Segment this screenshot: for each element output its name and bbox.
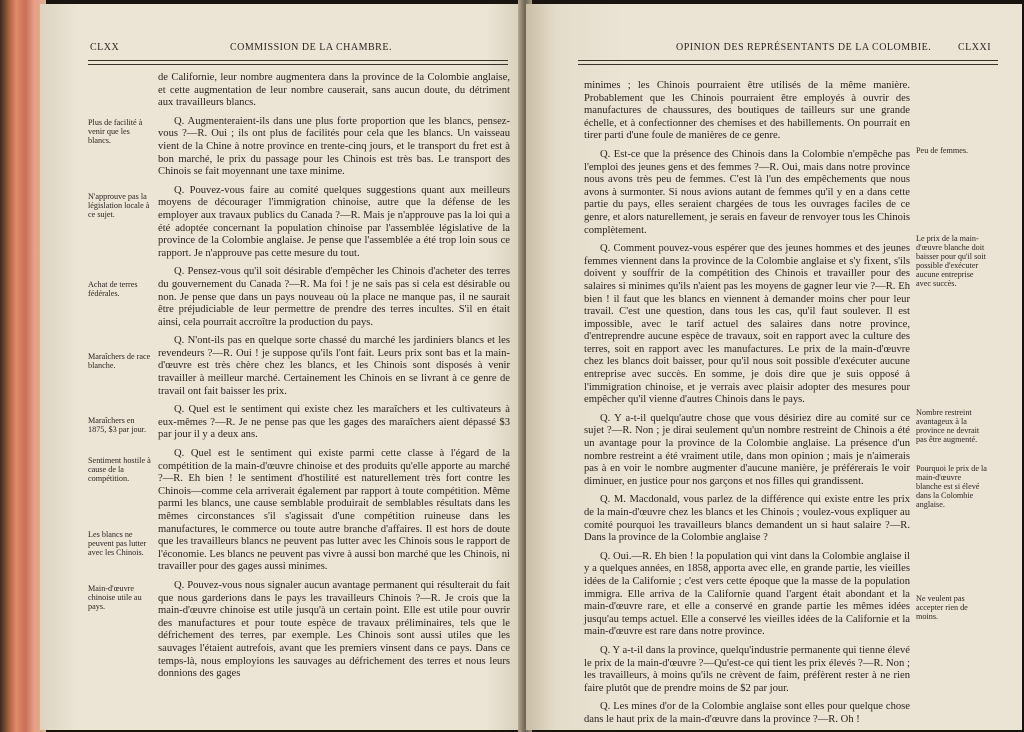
left-header-rule (88, 60, 508, 65)
paragraph: Q. Pensez-vous qu'il soit désirable d'empêcher les Chinois d'acheter des terres du gouvernement du Canada ?—R. Ma foi ! je ne sais pas si cela est désirable ou non. Je pense que dans un pays nouveau où la place ne manque pas, il ne saurait être préjudiciable de leur permettre de prendre des terres incultes. S'il en était ainsi, cela pourrait accroître la production du pays. (158, 266, 510, 328)
margin-note: Ne veulent pas accepter rien de moins. (916, 594, 968, 621)
margin-note: Plus de facilité à venir que les blancs. (88, 118, 143, 145)
right-folio: CLXXI (958, 42, 992, 53)
paragraph: Q. Augmenteraient-ils dans une plus forte proportion que les blancs, pensez-vous ?—R. Oui ; ils ont plus de facilités pour cela que les blancs. Un vaisseau vient de la Chine à notre province en trente-cinq jours, et le transport du fret est à bon marché, le prix du passage pour les Chinois est très bas. Le transport des Chinois se fait moyennant une taxe minime. (158, 115, 510, 178)
paragraph: Q. Pouvez-vous nous signaler aucun avantage permanent qui résulterait du fait que nous garderions dans le pays les travailleurs Chinois ?—R. Je crois que la main-d'œuvre chinoise est utile jusqu'à un certain point. Elle est utile pour ouvrir des manufactures et pour toute espèce de travaux préliminaires, tels que le défrichement des terres, par exemple. Les Chinois sont aussi utiles que les sauvages l'étaient autrefois, avant que les premiers vinsent dans ce pays. Dans ce temps-là, nous employions les sauvages au défrichement des terres et nous leurs donnions des gages (158, 579, 510, 680)
margin-note: Maraîchers de race blanche. (88, 352, 151, 370)
paragraph: Q. Y a-t-il dans la province, quelqu'industrie permanente qui tienne élevé le prix de la main-d'œuvre ?—Qu'est-ce qui tient les prix élevés ?—R. Non ; les travailleurs, à moins qu'ils ne crèvent de faim, préfèrent rester à ne rien faire plutôt que de prendre moins de $2 par jour. (584, 644, 911, 694)
margin-note: Sentiment hostile à cause de la compétition. (88, 456, 151, 483)
margin-note: Pourquoi le prix de la main-d'œuvre blanche est si élevé dans la Colombie anglaise. (916, 464, 987, 509)
paragraph: Q. Est-ce que la présence des Chinois dans la Colombie n'empêche pas l'emploi des jeunes gens et des femmes ?—R. Oui, mais dans notre province nous avons très peu de femmes. C'est là l'un des empêchements que nous avons à surmonter. Si nous avions autant de femmes qu'il y en a dans cette partie du pays, elles seraient chargées de tous les ouvrages faciles de ce genre, et alors naturellement, je serais en faveur de renvoyer tous les Chinois complètement. (584, 148, 910, 236)
paragraph: Q. Quel est le sentiment qui existe parmi cette classe à l'égard de la compétition de la main-d'œuvre chinoise et des produits qu'elle apporte au marché ?—R. Eh bien ! le sentiment d'hostilité est naturellement très fort contre les Chinois—comme cela arriverait également par rapport à toute compétition. Même parmi les blancs, une cause semblable produirait de semblables résultats dans les mêmes circonstances s'il s'agissait d'une compétition ruineuse dans les manufactures, le commerce ou toute autre branche d'affaires. Il est hors de doute que les travailleurs blancs ne peuvent pas lutter avec les Chinois sous le rapport de l'économie. Les blancs ne peuvent pas vivre à aussi bon marché que les Chinois, ni travailler pour des gages aussi minimes. (158, 448, 510, 573)
paragraph: Q. Comment pouvez-vous espérer que des jeunes hommes et des jeunes femmes viennent dans la province de la Colombie anglaise et s'y fixent, s'ils doivent y souffrir de la compétition des Chinois et travailler pour des salaires si minimes qu'ils n'aient pas les moyens de gagner leur vie ?—R. Eh bien ! il faut que les blancs en viennent à demander moins cher pour leur travail. C'est une question, dans tous les cas, qu'il faut soulever. Il est impossible, avec le tarif actuel des salaires dans notre province, d'entreprendre aucune espèce de travaux, soit en rapport avec la culture des terres, soit en rapport avec les manufactures. Le prix de la main-d'œuvre chez les blancs doit baisser, pour qu'il nous soit possible d'exécuter aucune entreprise avec succès. En somme, je dois dire que je suis opposé à l'immigration chinoise, et je verrais avec plaisir adopter des mesures pour empêcher qu'il vienne d'autres Chinois dans le pays. (584, 243, 910, 406)
paragraph: Q. Y a-t-il quelqu'autre chose que vous désiriez dire au comité sur ce sujet ?—R. Non ; je dirai seulement qu'un nombre restreint de Chinois a été un avantage pour la province de la Colombie anglaise. La présence d'un nombre restreint a été vraiment utile, dans mon opinion ; mais je n'aimerais pas à en voir le nombre augmenter d'aucune manière, je préférerais le voir diminuer, en justice pour nos garçons et nos filles qui grandissent. (584, 412, 910, 487)
margin-note: N'approuve pas la législation locale à ce sujet. (88, 192, 150, 219)
paragraph: Q. Quel est le sentiment qui existe chez les maraîchers et les cultivateurs à eux-mêmes ?—R. Je ne pense pas que les gages des maraîchers aient dépassé $3 par jour il y a deux ans. (158, 404, 510, 441)
left-page (40, 4, 524, 730)
margin-note: Nombre restreint avantageux à la province ne devrait pas être augmenté. (916, 408, 980, 444)
paragraph: Q. Oui.—R. Eh bien ! la population qui vint dans la Colombie anglaise il y a quelques années, en 1858, apporta avec elle, en grande partie, les vieilles idées de la Californie ; c'est vers cette époque que la masse de la population immigra. Elle arriva de la Californie quand l'argent était abondant et la main-d'œuvre rare, et elle a conservé en grande partie les mêmes idées jusqu'au temps actuel. Elle a conservé les vieilles idées de la Californie et la main-d'œuvre est rare dans notre province. (584, 550, 910, 638)
right-page (526, 4, 1022, 730)
paragraph: Q. Les mines d'or de la Colombie anglaise sont elles pour quelque chose dans le haut prix de la main-d'œuvre dans la province ?—R. Oh ! (584, 701, 910, 725)
left-running-header: COMMISSION DE LA CHAMBRE. (230, 42, 392, 53)
right-running-header: OPINION DES REPRÉSENTANTS DE LA COLOMBIE. (676, 42, 932, 53)
left-folio: CLXX (90, 42, 120, 53)
paragraph: minimes ; les Chinois pourraient être utilisés de la même manière. Probablement que les Chinois pourraient être employés à ouvrir des manufactures de chaussures, des boutiques de tailleurs sur une grande échelle, et à confectionner des chemises et des habillements. On pourrait en tirer parti d'une foule de manières de ce genre. (584, 80, 910, 142)
margin-note: Achat de terres fédérales. (88, 280, 138, 298)
left-body-text (158, 72, 510, 687)
paragraph: Q. M. Macdonald, vous parlez de la différence qui existe entre les prix de la main-d'œuvre chez les blancs et les Chinois ; voulez-vous expliquer au comité pourquoi les travailleurs blancs demandent un si haut salaire ?—R. Dans la province de la Colombie anglaise ? (584, 494, 910, 544)
paragraph: Q. N'ont-ils pas en quelque sorte chassé du marché les jardiniers blancs et les revendeurs ?—R. Oui ! je suppose qu'ils l'ont fait. Leurs prix sont bas et la main-d'œuvre est très chère chez les blancs, et les Chinois sont disposés à venir travailler à meilleur marché. Certainement les Chinois en se livrant à ce genre de travail ont fait baisser les prix. (158, 335, 510, 397)
margin-note: Maraîchers en 1875, $3 par jour. (88, 416, 146, 434)
margin-note: Les blancs ne peuvent pas lutter avec les Chinois. (88, 530, 147, 557)
right-body-text (584, 80, 910, 730)
margin-note: Peu de femmes. (916, 146, 969, 155)
margin-note: Main-d'œuvre chinoise utile au pays. (88, 584, 142, 611)
paragraph: Q. Pouvez-vous faire au comité quelques suggestions quant aux meilleurs moyens de décourager l'immigration chinoise, autre que la défense de les employer aux travaux publics du Canada ?—R. Mais je n'approuve pas la loi qui a été adoptée concernant la population chinoise par l'assemblée législative de la province de la Colombie anglaise. Je pense que l'assemblée a été trop loin sous ce rapport. Je n'approuve pas cette mesure du tout. (158, 184, 510, 259)
paragraph: de Californie, leur nombre augmentera dans la province de la Colombie anglaise, et cette augmentation de leur nombre causerait, sans aucun doute, du détriment aux travailleurs blancs. (158, 72, 510, 109)
right-header-rule (578, 60, 998, 65)
margin-note: Le prix de la main-d'œuvre blanche doit baisser pour qu'il soit possible d'exécuter aucune entreprise avec succès. (916, 234, 986, 288)
